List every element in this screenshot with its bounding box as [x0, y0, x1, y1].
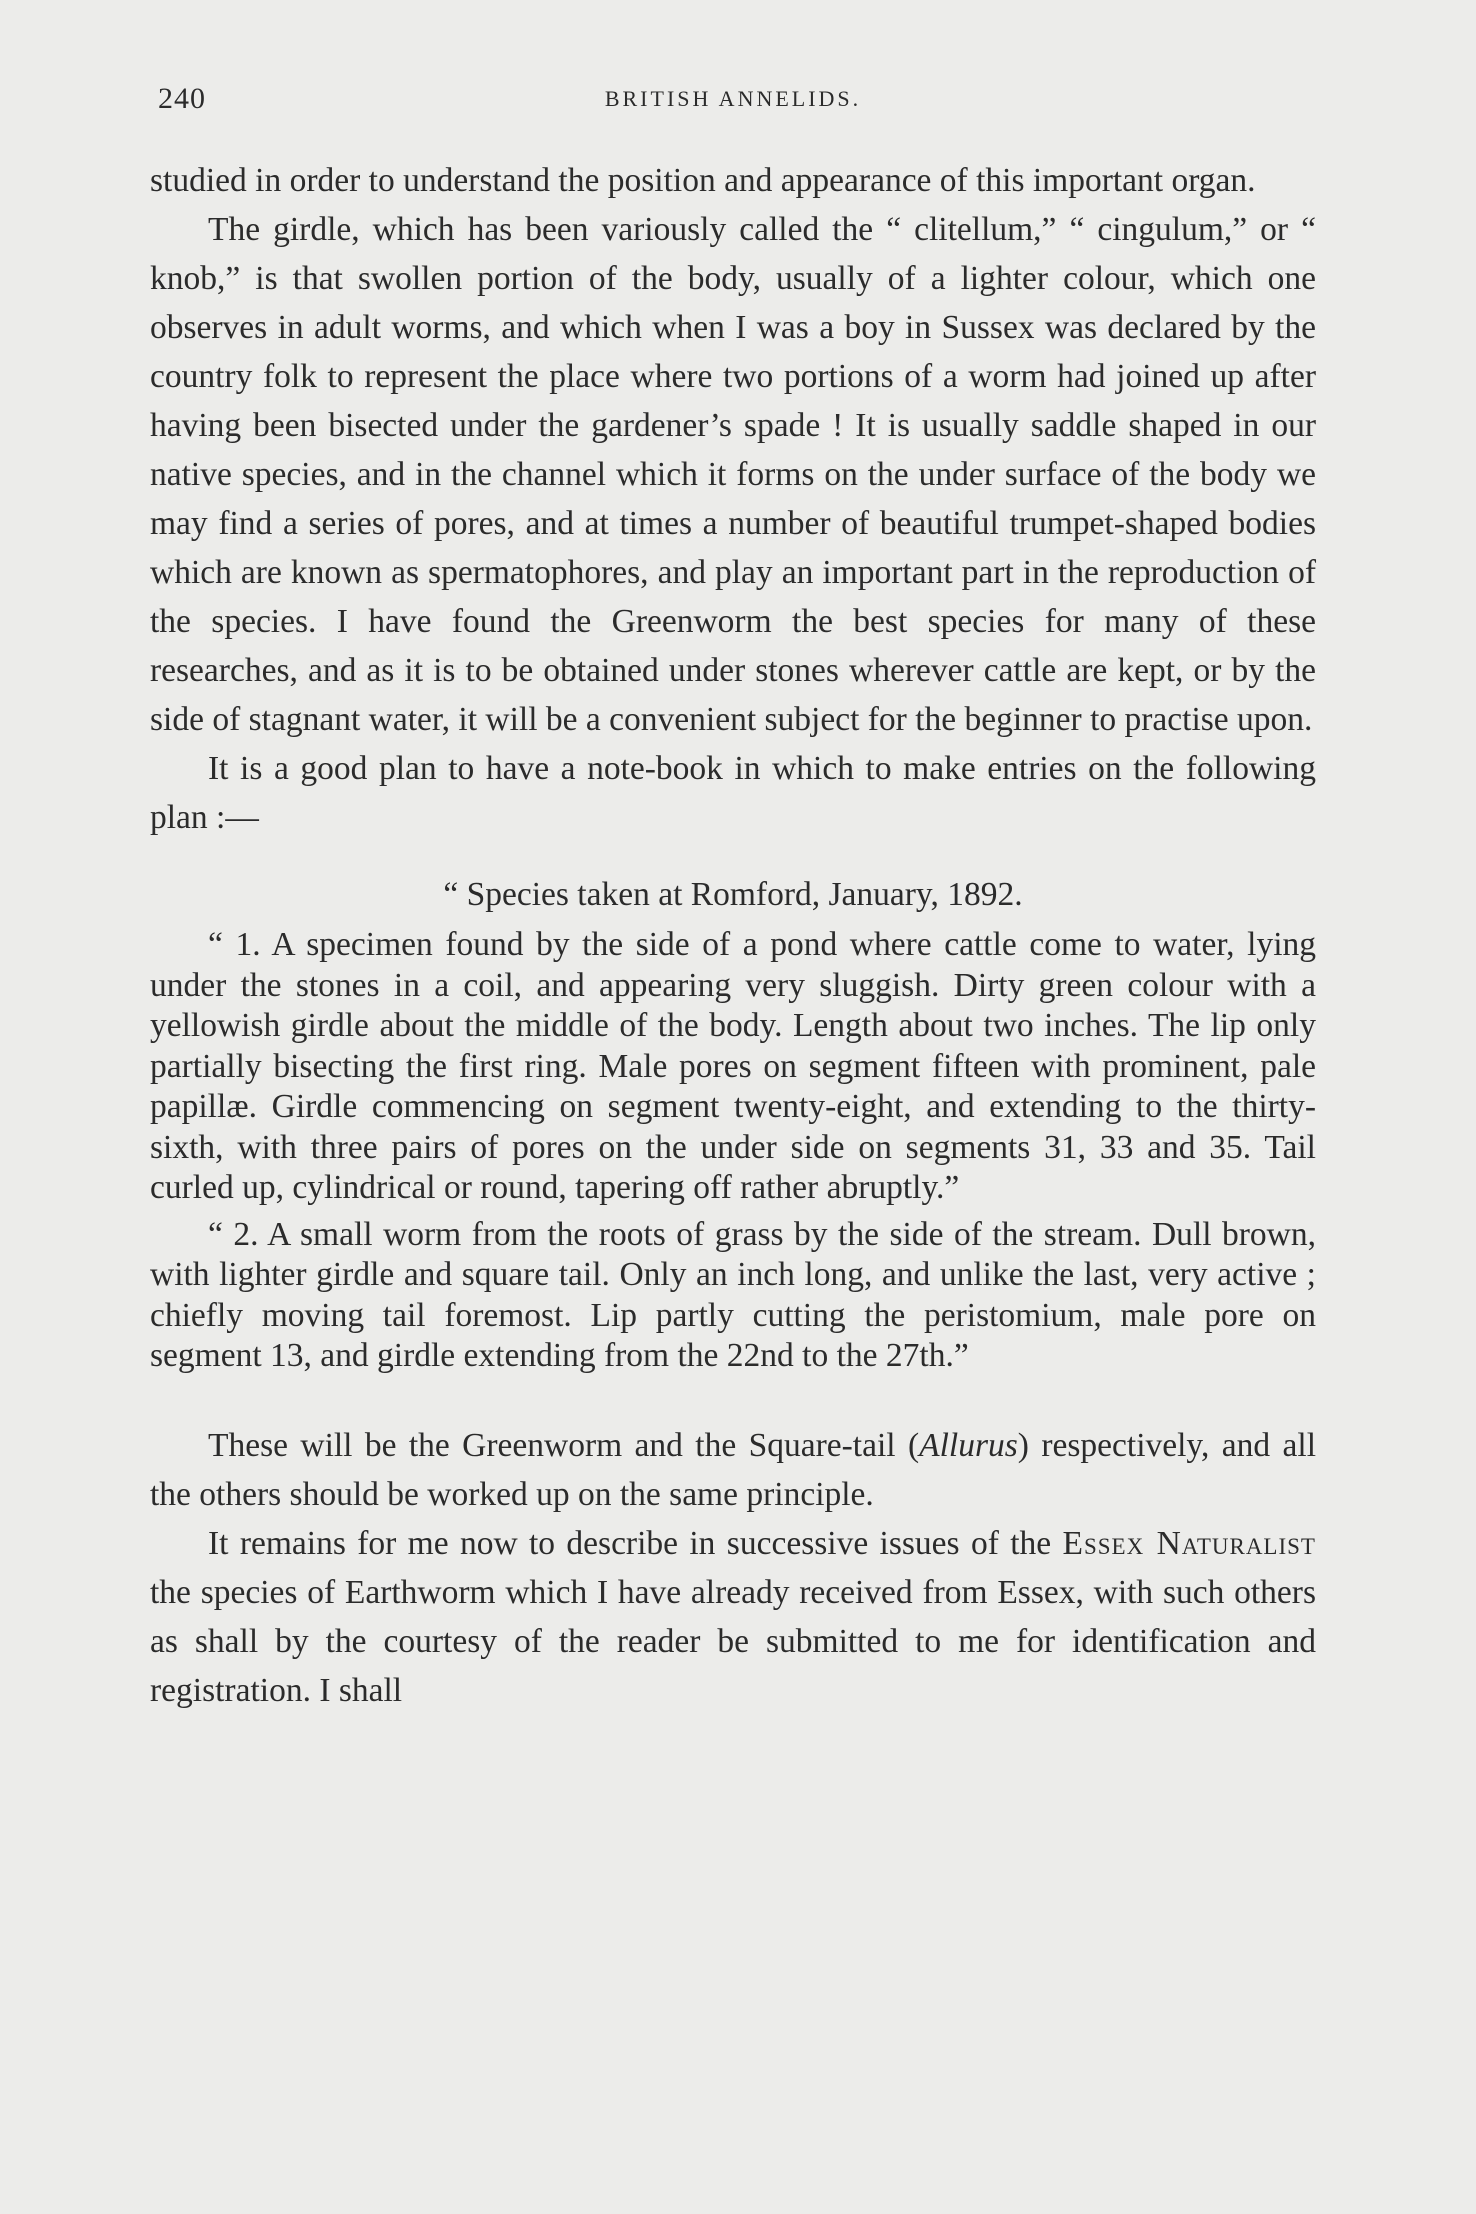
- text-segment: the species of Earthworm which I have already received from Essex, with such others as shall by the courtesy of the reader be submitted to me for identification and registration. I shall: [150, 1573, 1316, 1709]
- text-segment: ) respectively, and all the others should be worked up on the same principle.: [150, 1426, 1316, 1513]
- quote-heading: “ Species taken at Romford, January, 1892.: [443, 876, 1023, 913]
- text-segment: These will be the Greenworm and the Square-tail (: [208, 1426, 920, 1464]
- quoted-entry-2: “ 2. A small worm from the roots of grass by the side of the stream. Dull brown, with lighter girdle and square tail. Only an inch long, and unlike the last, very active ; chiefly moving tail foremost. Lip partly cutting the peristomium, male pore on segment 13, and girdle extending from the 22nd to the 27th.”: [150, 1215, 1316, 1374]
- book-page: [150, 0, 1316, 2214]
- page-number: 240: [158, 82, 206, 115]
- paragraph-girdle: The girdle, which has been variously called the “ clitellum,” “ cingulum,” or “ knob,” is that swollen portion of the body, usually of a lighter colour, which one observes in adult worms, and which when I was a boy in Sussex was declared by the country folk to represent the place where two portions of a worm had joined up after having been bisected under the gardener’s spade ! It is usually saddle shaped in our native species, and in the channel which it forms on the under surface of the body we may find a series of pores, and at times a number of beautiful trumpet-shaped bodies which are known as spermatophores, and play an important part in the reproduction of the species. I have found the Greenworm the best species for many of these researches, and as it is to be obtained under stones wherever cattle are kept, or by the side of stagnant water, it will be a convenient subject for the beginner to practise upon.: [150, 211, 1316, 738]
- journal-title: Essex Naturalist: [1062, 1524, 1316, 1562]
- page-body: [150, 156, 1316, 1715]
- running-head: BRITISH ANNELIDS.: [604, 86, 862, 111]
- paragraph-remains: [150, 1519, 1316, 1715]
- quoted-entry-1: “ 1. A specimen found by the side of a pond where cattle come to water, lying under the stones in a coil, and appearing very sluggish. Dirty green colour with a yellowish girdle about the middle of the body. Length about two inches. The lip only partially bisecting the first ring. Male pores on segment fifteen with prominent, pale papillæ. Girdle commencing on segment twenty-eight, and extending to the thirty-sixth, with three pairs of pores on the under side on segments 31, 33 and 35. Tail curled up, cylindrical or round, tapering off rather abruptly.”: [150, 926, 1316, 1206]
- paragraph-respectively: [150, 1421, 1316, 1519]
- italic-genus-name: Allurus: [919, 1426, 1018, 1464]
- text-segment: It remains for me now to describe in successive issues of the: [208, 1524, 1063, 1562]
- page-header: [150, 82, 1316, 122]
- paragraph-continuation: studied in order to understand the position and appearance of this important organ.: [150, 162, 1256, 199]
- paragraph-note-book: It is a good plan to have a note-book in which to make entries on the following plan :—: [150, 750, 1316, 836]
